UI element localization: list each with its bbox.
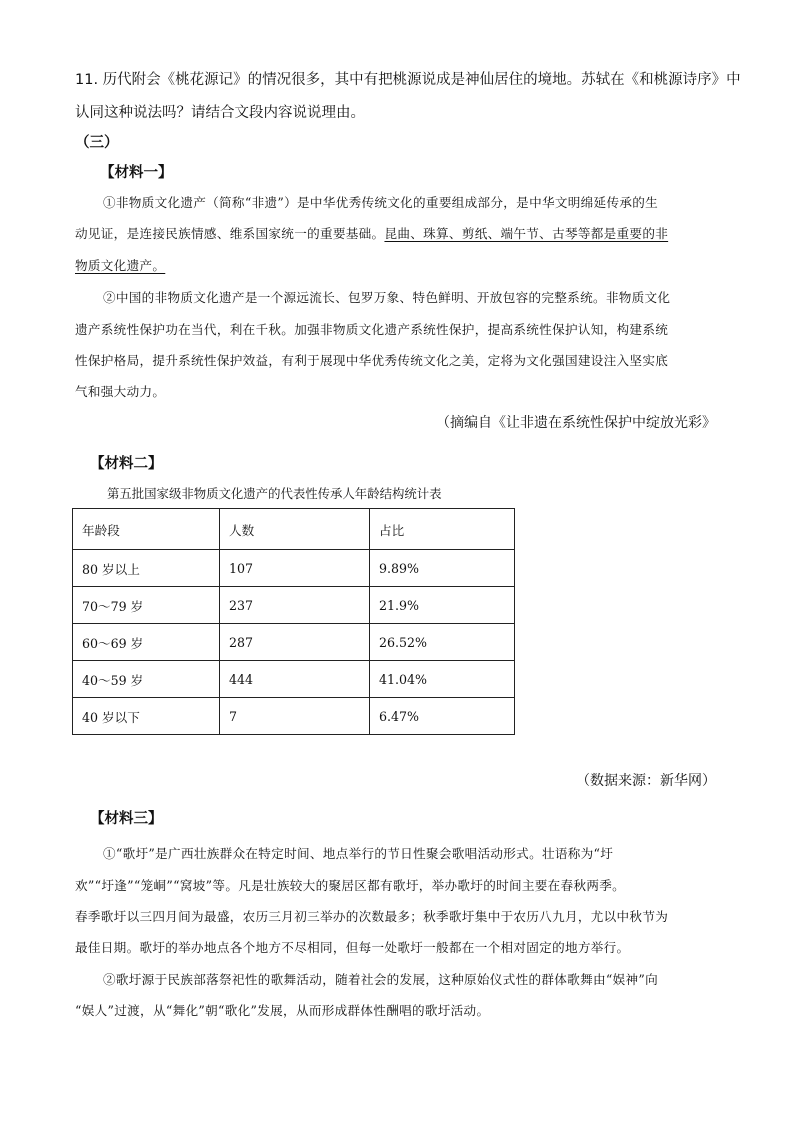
table-header-cell: 年龄段: [73, 509, 220, 550]
table-cell-age: 70～79 岁: [73, 587, 220, 624]
material-1-underlined-text: 昆曲、珠算、剪纸、端午节、古琴等都是重要的非: [384, 226, 669, 241]
table-cell-count: 287: [220, 624, 370, 661]
material-1-paragraph-2-line-4: 气和强大动力。: [75, 384, 166, 399]
table-cell-count: 7: [220, 698, 370, 735]
material-1-plain-text: 动见证，是连接民族情感、维系国家统一的重要基础。: [75, 226, 385, 241]
material-3-paragraph-1-line-4: 最佳日期。歌圩的举办地点各个地方不尽相同，但每一处歌圩一般都在一个相对固定的地方举行。: [75, 940, 630, 955]
material-1-paragraph-1-line-3: 物质文化遗产。: [75, 258, 166, 273]
table-cell-age: 80 岁以上: [73, 550, 220, 587]
table-cell-count: 237: [220, 587, 370, 624]
material-3-paragraph-1-line-1: ①“歌圩”是广西壮族群众在特定时间、地点举行的节日性聚会歌唱活动形式。壮语称为“圩: [103, 846, 614, 861]
table-cell-count: 107: [220, 550, 370, 587]
material-1-source: （摘编自《让非遗在系统性保护中绽放光彩》: [436, 415, 716, 431]
table-row: [73, 587, 515, 624]
question-text-line-1: 11. 历代附会《桃花源记》的情况很多，其中有把桃源说成是神仙居住的境地。苏轼在《和桃源诗序》中: [75, 72, 741, 88]
table-cell-percent: 41.04%: [370, 661, 515, 698]
table-row: [73, 624, 515, 661]
material-1-paragraph-2-line-3: 性保护格局，提升系统性保护效益，有利于展现中华优秀传统文化之美，定将为文化强国建设注入坚实底: [75, 353, 669, 368]
table-cell-percent: 21.9%: [370, 587, 515, 624]
table-cell-percent: 6.47%: [370, 698, 515, 735]
table-caption: 第五批国家级非物质文化遗产的代表性传承人年龄结构统计表: [107, 486, 442, 501]
table-cell-age: 40 岁以下: [73, 698, 220, 735]
material-3-paragraph-1-line-3: 春季歌圩以三四月间为最盛，农历三月初三举办的次数最多；秋季歌圩集中于农历八九月，尤以中秋节为: [75, 909, 669, 924]
table-row: [73, 698, 515, 735]
table-row: [73, 550, 515, 587]
table-cell-age: 60～69 岁: [73, 624, 220, 661]
material-1-paragraph-1-line-1: ①非物质文化遗产（简称“非遗”）是中华优秀传统文化的重要组成部分，是中华文明绵延传承的生: [103, 195, 659, 210]
table-header-cell: 人数: [220, 509, 370, 550]
material-1-paragraph-1-line-2: [75, 223, 668, 242]
age-statistics-table: [72, 508, 515, 735]
material-3-paragraph-2-line-1: ②歌圩源于民族部落祭祀性的歌舞活动，随着社会的发展，这种原始仪式性的群体歌舞由“娱神”向: [103, 972, 659, 987]
table-cell-age: 40～59 岁: [73, 661, 220, 698]
table-cell-percent: 26.52%: [370, 624, 515, 661]
table-header-row: [73, 509, 515, 550]
material-2-title: 【材料二】: [90, 456, 163, 472]
material-1-paragraph-2-line-1: ②中国的非物质文化遗产是一个源远流长、包罗万象、特色鲜明、开放包容的完整系统。非物质文化: [103, 290, 671, 305]
material-3-paragraph-2-line-2: “娱人”过渡，从“舞化”朝“歌化”发展，从而形成群体性酬唱的歌圩活动。: [75, 1003, 490, 1018]
material-1-paragraph-2-line-2: 遗产系统性保护功在当代，利在千秋。加强非物质文化遗产系统性保护，提高系统性保护认知，构建系统: [75, 322, 669, 337]
material-3-title: 【材料三】: [90, 811, 163, 827]
table-cell-percent: 9.89%: [370, 550, 515, 587]
section-label: （三）: [75, 135, 119, 151]
question-text-line-2: 认同这种说法吗？请结合文段内容说说理由。: [75, 105, 365, 121]
material-3-paragraph-1-line-2: 欢”“圩逢”“笼峒”“窝坡”等。凡是壮族较大的聚居区都有歌圩，举办歌圩的时间主要在春秋两季。: [75, 878, 626, 893]
table-row: [73, 661, 515, 698]
table-header-cell: 占比: [370, 509, 515, 550]
material-2-source: （数据来源：新华网）: [576, 773, 716, 789]
material-1-title: 【材料一】: [100, 165, 173, 181]
table-cell-count: 444: [220, 661, 370, 698]
